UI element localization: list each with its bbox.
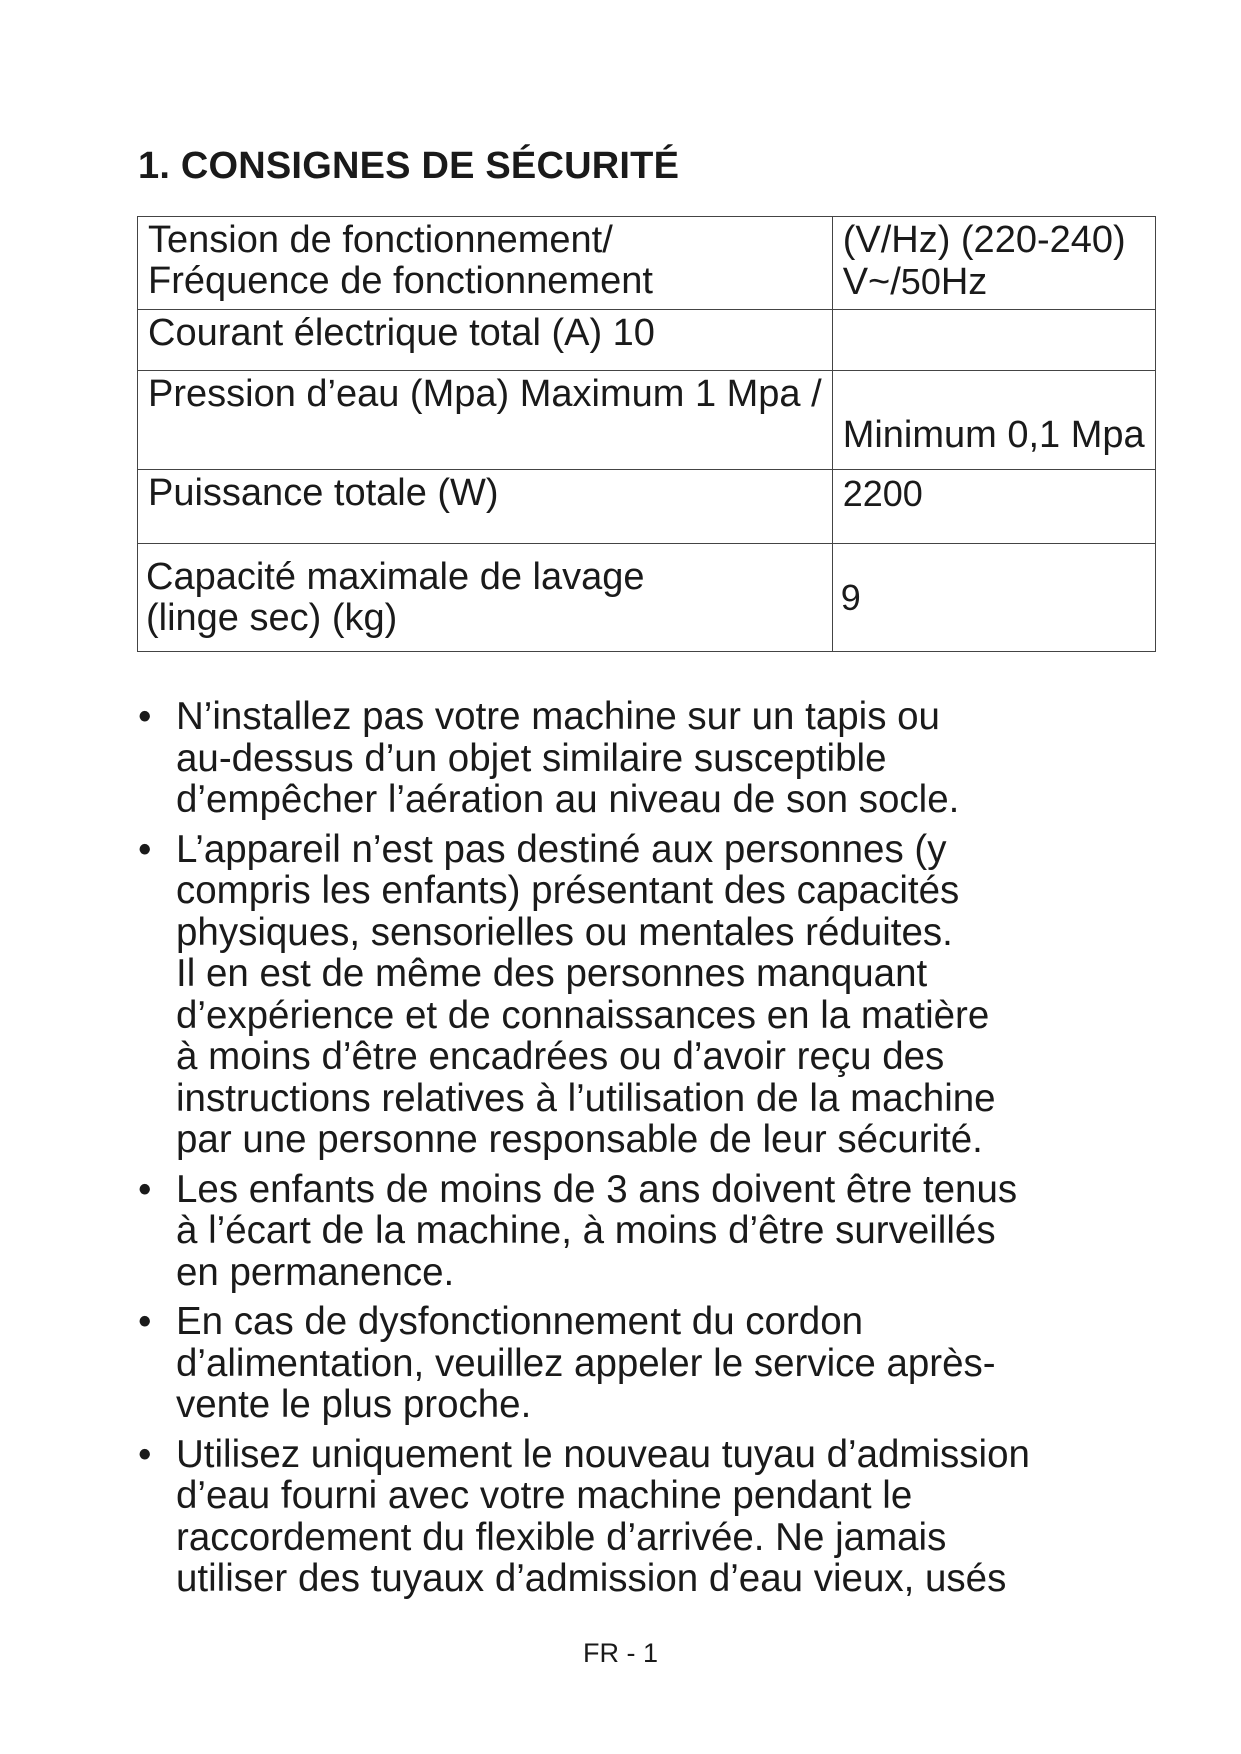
rule-text-line: compris les enfants) présentant des capacités (176, 869, 960, 912)
list-item (136, 829, 1116, 1161)
current-label-cell (138, 310, 833, 371)
bullet-symbol: • (138, 695, 152, 738)
pressure-label-cell (138, 371, 833, 470)
voltage-label-cell (138, 217, 833, 310)
rule-text-line: vente le plus proche. (176, 1383, 532, 1426)
rule-text-line: à moins d’être encadrées ou d’avoir reçu des (176, 1035, 945, 1078)
capacity-label-line2: (linge sec) (kg) (146, 596, 398, 639)
rule-text-line: En cas de dysfonctionnement du cordon (176, 1300, 864, 1343)
bullet-symbol: • (138, 1300, 152, 1343)
list-item (136, 1301, 1116, 1426)
voltage-value-unit-c: Hz (940, 261, 988, 303)
power-value: 2200 (842, 473, 923, 514)
rule-text-line: Les enfants de moins de 3 ans doivent être tenus (176, 1167, 1018, 1211)
bullet-symbol: • (138, 1432, 152, 1476)
power-label-cell (138, 470, 833, 544)
rule-text-line: d’empêcher l’aération au niveau de son socle. (176, 778, 960, 821)
table-row-power (138, 470, 1156, 544)
rule-text-line: en permanence. (176, 1250, 455, 1294)
rule-text-line: Utilisez uniquement le nouveau tuyau d’admission (176, 1432, 1030, 1476)
bullet-symbol: • (138, 1167, 152, 1211)
capacity-label-line1: Capacité maximale de lavage (146, 555, 645, 598)
rule-text-line: raccordement du flexible d’arrivée. Ne jamais (176, 1515, 947, 1559)
capacity-value: 9 (840, 576, 861, 618)
pressure-value-cell (832, 371, 1155, 470)
voltage-value-unit-a: V~/ (842, 261, 901, 303)
specifications-table (137, 216, 1156, 652)
list-item (136, 1169, 1116, 1294)
rule-text-line: à l’écart de la machine, à moins d’être surveillés (176, 1209, 996, 1252)
rule-text-line: d’eau fourni avec votre machine pendant le (176, 1474, 913, 1517)
frequency-value: 50 (900, 261, 941, 302)
capacity-label-cell (138, 544, 833, 652)
table-row-current (138, 310, 1156, 371)
rule-text-line: par une personne responsable de leur sécurité. (176, 1118, 983, 1161)
voltage-value-line2 (843, 261, 1145, 303)
pressure-value: Minimum 0,1 Mpa (842, 414, 1145, 456)
rule-text-line: d’expérience et de connaissances en la matière (176, 993, 990, 1037)
safety-rules-list (136, 696, 1116, 1608)
rule-text-line: Il en est de même des personnes manquant (176, 952, 928, 995)
rule-text-line: N’installez pas votre machine sur un tapis ou (176, 695, 940, 738)
list-item (136, 1434, 1116, 1600)
rule-text-line: d’alimentation, veuillez appeler le service après- (176, 1341, 996, 1385)
table-row-capacity (138, 544, 1156, 652)
capacity-value-cell (832, 544, 1155, 652)
table-row-voltage (138, 217, 1156, 310)
rule-text-line: utiliser des tuyaux d’admission d’eau vieux, usés (176, 1557, 1007, 1600)
list-item (136, 696, 1116, 821)
rule-text-line: au-dessus d’un objet similaire susceptible (176, 736, 887, 780)
rule-text-line: L’appareil n’est pas destiné aux personnes (y (176, 827, 947, 871)
rule-text-line: instructions relatives à l’utilisation de la machine (176, 1076, 996, 1120)
section-heading: 1. CONSIGNES DE SÉCURITÉ (138, 145, 680, 187)
table-row-pressure (138, 371, 1156, 470)
power-value-cell (832, 470, 1155, 544)
voltage-label-line1: Tension de fonctionnement/ (148, 219, 613, 261)
current-value-cell (832, 310, 1155, 371)
power-label: Puissance totale (W) (148, 472, 499, 514)
pressure-label: Pression d’eau (Mpa) Maximum 1 Mpa / (148, 373, 822, 415)
rule-text-line: physiques, sensorielles ou mentales réduites. (176, 910, 953, 954)
voltage-value-cell (832, 217, 1155, 310)
voltage-value-line1: (V/Hz) (220-240) (842, 219, 1126, 261)
page-number: FR - 1 (582, 1638, 658, 1668)
voltage-label-line2: Fréquence de fonctionnement (148, 260, 653, 302)
current-label: Courant électrique total (A) 10 (148, 312, 655, 354)
bullet-symbol: • (138, 827, 152, 871)
